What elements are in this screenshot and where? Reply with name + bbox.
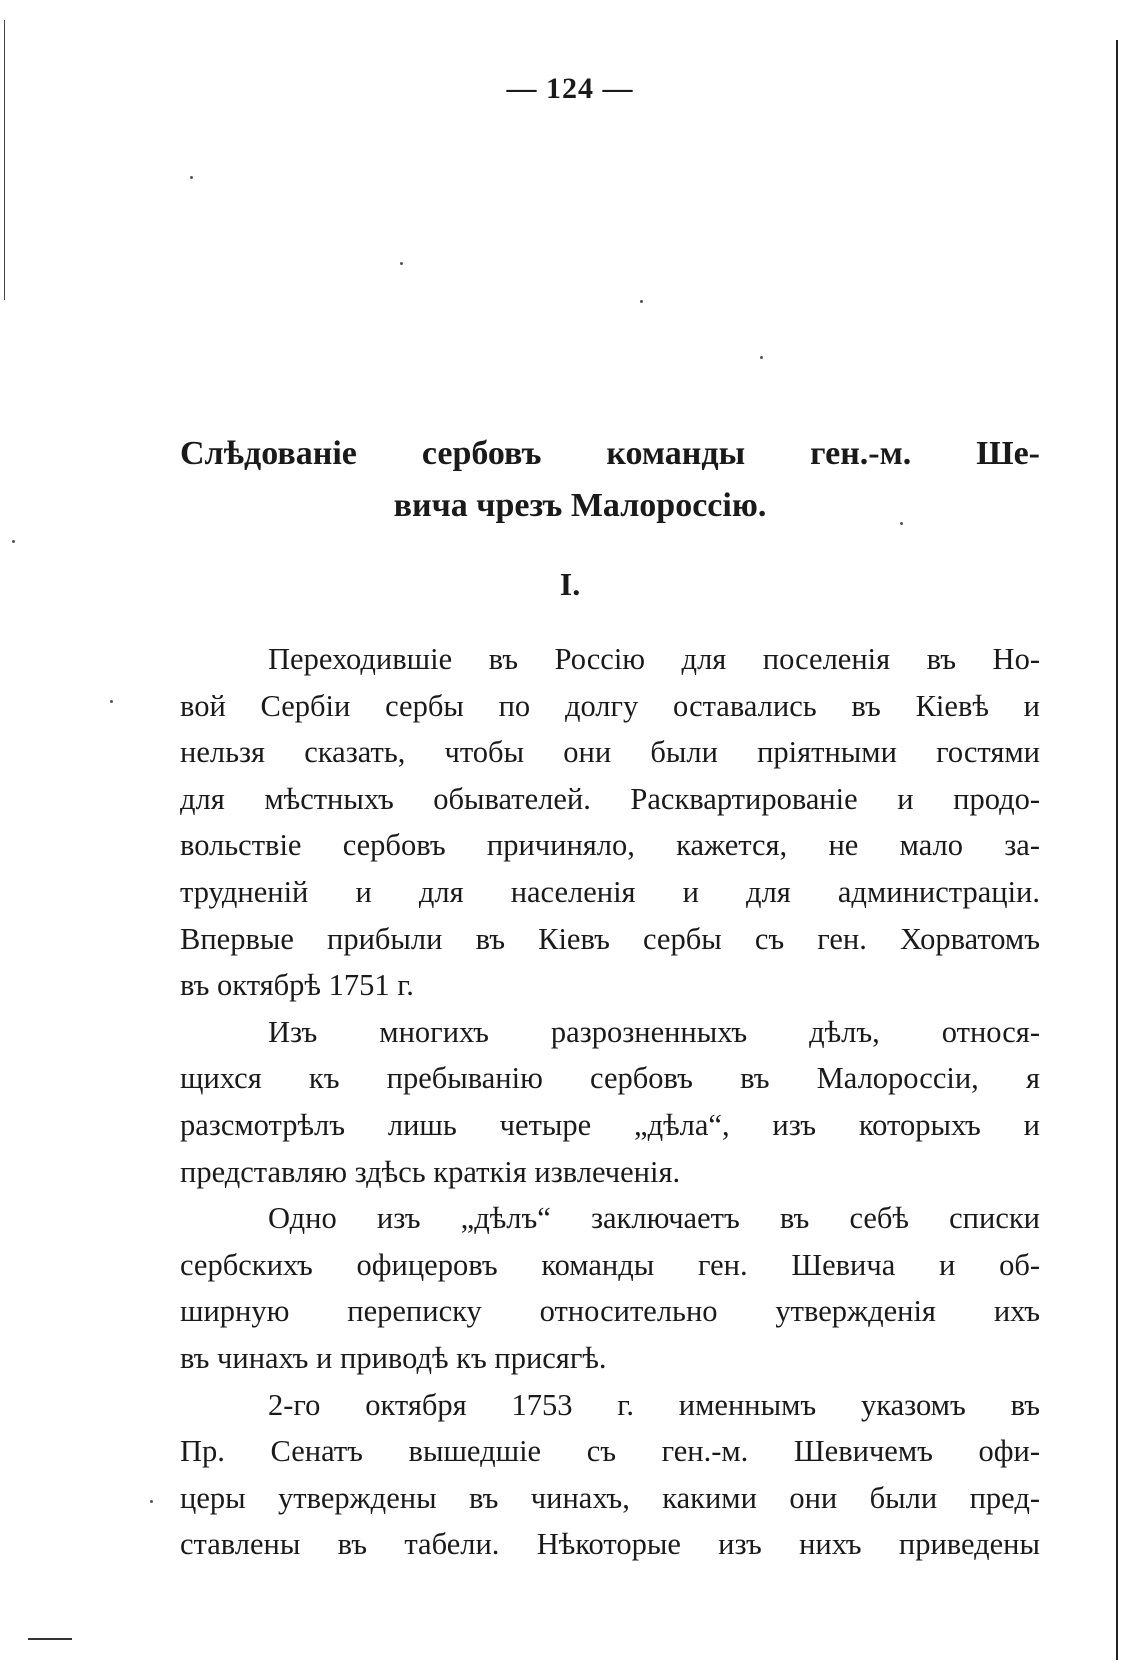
section-number: I.	[559, 566, 581, 602]
scan-speck	[760, 356, 763, 359]
text-line: ставлены въ табели. Нѣкоторые изъ нихъ приведены	[180, 1527, 1040, 1562]
heading-line-2: вича чрезъ Малороссію.	[393, 487, 767, 524]
text-line: Впервые прибыли въ Кіевъ сербы съ ген. Хорватомъ	[180, 921, 1040, 956]
chapter-heading	[180, 428, 1040, 532]
text-line: въ чинахъ и приводѣ къ присягѣ.	[180, 1340, 607, 1375]
right-page-edge-line	[1116, 40, 1118, 1660]
text-line: въ октябрѣ 1751 г.	[180, 968, 414, 1003]
scan-speck	[640, 300, 643, 303]
scan-speck	[150, 1500, 153, 1503]
text-line: Изъ многихъ разрозненныхъ дѣлъ, относя-	[268, 1014, 1040, 1049]
text-line: церы утверждены въ чинахъ, какими они были пред-	[180, 1480, 1040, 1515]
text-line: Переходившіе въ Россію для поселенія въ Но-	[268, 642, 1040, 676]
scan-speck	[110, 700, 113, 703]
text-line: ширную переписку относительно утвержденія ихъ	[180, 1294, 1040, 1329]
scan-speck	[900, 522, 903, 525]
scan-speck	[190, 176, 193, 179]
text-line: вой Сербіи сербы по долгу оставались въ Кіевѣ и	[180, 688, 1040, 723]
heading-line-1: Слѣдованіе сербовъ команды ген.-м. Ше-	[180, 435, 1040, 472]
left-margin-line	[4, 20, 5, 300]
text-line: нельзя сказать, чтобы они были пріятными гостями	[180, 735, 1040, 770]
text-line: Одно изъ „дѣлъ“ заключаетъ въ себѣ списки	[268, 1201, 1040, 1236]
page-number: — 124 —	[506, 72, 634, 105]
scan-speck	[400, 262, 403, 265]
text-line: вольствіе сербовъ причиняло, кажется, не мало за-	[180, 828, 1040, 863]
text-line: 2-го октября 1753 г. именнымъ указомъ въ	[268, 1387, 1040, 1422]
margin-dash-mark	[28, 1638, 72, 1640]
text-line: трудненій и для населенія и для администраціи.	[180, 874, 1040, 909]
text-line: разсмотрѣлъ лишь четыре „дѣла“, изъ которыхъ и	[180, 1107, 1040, 1142]
scan-speck	[12, 540, 15, 543]
text-line: щихся къ пребыванію сербовъ въ Малороссіи, я	[180, 1061, 1040, 1096]
body-text	[180, 636, 1040, 1568]
text-line: сербскихъ офицеровъ команды ген. Шевича и об-	[180, 1247, 1040, 1282]
text-line: Пр. Сенатъ вышедшіе съ ген.-м. Шевичемъ офи-	[180, 1434, 1040, 1469]
text-line: представляю здѣсь краткія извлеченія.	[180, 1154, 681, 1189]
text-line: для мѣстныхъ обывателей. Расквартированіе и продо-	[180, 781, 1040, 816]
